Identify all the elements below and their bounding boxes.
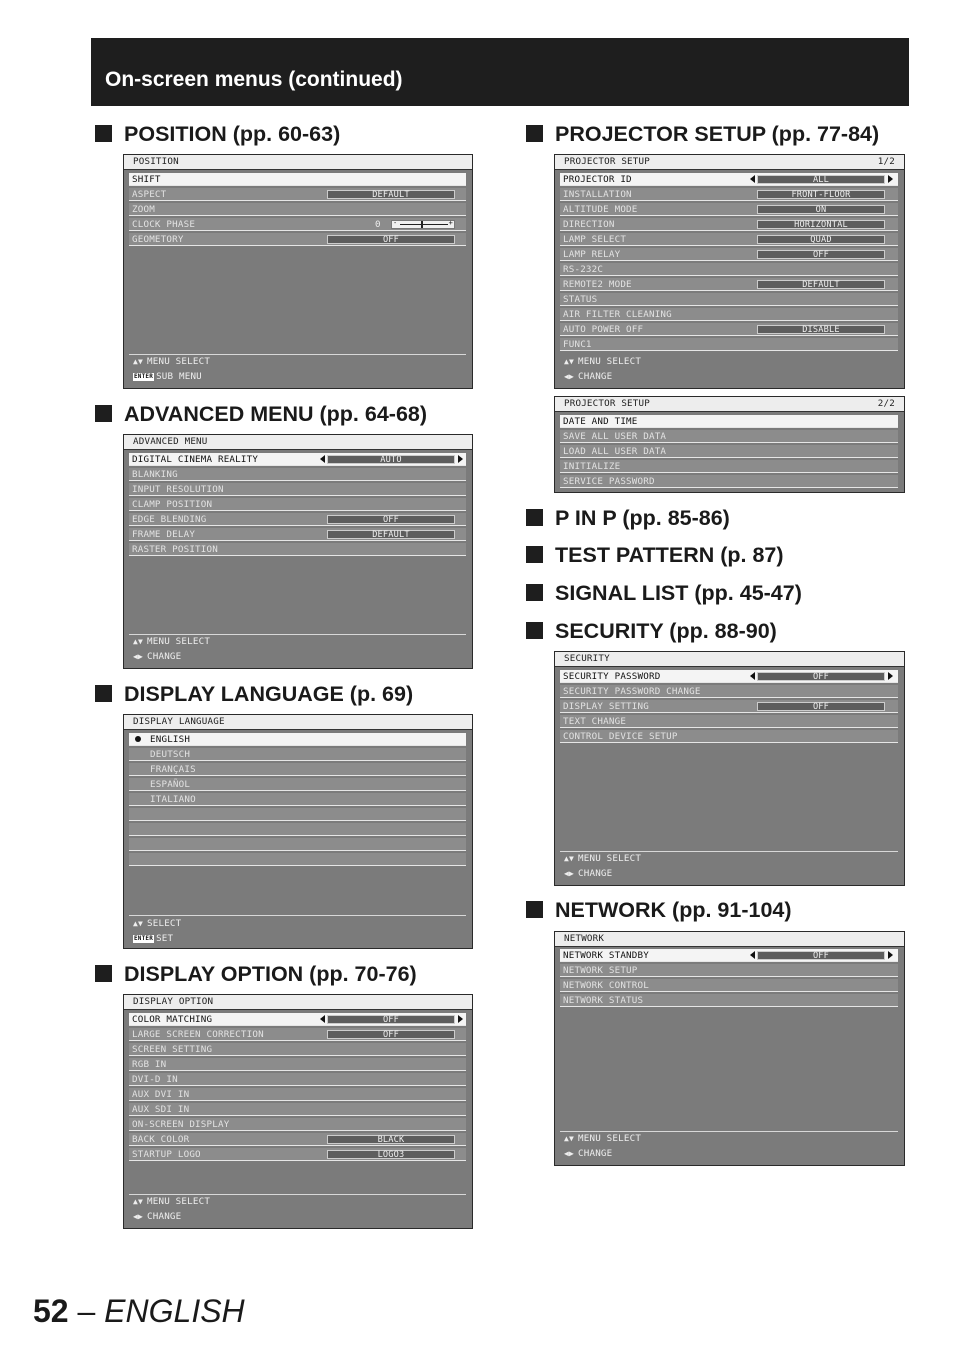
value-box: OFF — [327, 1030, 455, 1039]
value-box: LOGO3 — [327, 1150, 455, 1159]
square-bullet-icon — [95, 685, 112, 702]
menu-row-display-setting[interactable]: DISPLAY SETTING OFF — [560, 700, 898, 713]
page-indicator: 2/2 — [877, 398, 895, 409]
menu-row-lamp-relay[interactable]: LAMP RELAY OFF — [560, 248, 898, 261]
section-heading-position: POSITION (pp. 60-63) — [95, 122, 340, 147]
footer-line: ◀▶ CHANGE — [564, 1148, 613, 1159]
projector-setup-menu-page1 — [554, 154, 905, 389]
menu-row-clock-phase[interactable]: CLOCK PHASE 0 - + — [129, 218, 466, 231]
up-down-arrow-icon: ▲▼ — [133, 357, 144, 366]
menu-title-bar: PROJECTOR SETUP 2/2 — [555, 397, 904, 412]
square-bullet-icon — [95, 965, 112, 982]
menu-footer — [560, 851, 898, 852]
menu-row-status[interactable]: STATUS — [560, 293, 898, 306]
value-box: FRONT-FLOOR — [757, 190, 885, 199]
menu-row-blanking[interactable]: BLANKING — [129, 468, 466, 481]
value-box: DEFAULT — [757, 280, 885, 289]
menu-row-save-all-user-data[interactable]: SAVE ALL USER DATA — [560, 430, 898, 443]
selected-dot-icon — [135, 736, 141, 742]
menu-row-control-device-setup[interactable]: CONTROL DEVICE SETUP — [560, 730, 898, 743]
menu-row-initialize[interactable]: INITIALIZE — [560, 460, 898, 473]
page-indicator: 1/2 — [877, 156, 895, 167]
value-box: AUTO — [327, 455, 455, 464]
value-box: OFF — [327, 515, 455, 524]
advanced-menu — [123, 434, 473, 669]
square-bullet-icon — [526, 584, 543, 601]
menu-row-date-and-time[interactable]: DATE AND TIME — [560, 415, 898, 428]
security-menu — [554, 651, 905, 886]
position-menu — [123, 154, 473, 389]
empty-row — [129, 853, 466, 866]
square-bullet-icon — [95, 405, 112, 422]
menu-row-large-screen-correction[interactable]: LARGE SCREEN CORRECTION OFF — [129, 1028, 466, 1041]
menu-row-aspect[interactable]: ASPECT DEFAULT — [129, 188, 466, 201]
menu-title-bar: SECURITY — [555, 652, 904, 667]
menu-row-security-password-change[interactable]: SECURITY PASSWORD CHANGE — [560, 685, 898, 698]
menu-row-lamp-select[interactable]: LAMP SELECT QUAD — [560, 233, 898, 246]
menu-row-on-screen-display[interactable]: ON-SCREEN DISPLAY — [129, 1118, 466, 1131]
menu-row-edge-blending[interactable]: EDGE BLENDING OFF — [129, 513, 466, 526]
left-arrow-icon[interactable] — [320, 1015, 325, 1023]
left-right-arrow-icon: ◀▶ — [564, 1149, 575, 1158]
menu-row-remote2-mode[interactable]: REMOTE2 MODE DEFAULT — [560, 278, 898, 291]
menu-row-network-status[interactable]: NETWORK STATUS — [560, 994, 898, 1007]
language-option-deutsch[interactable]: DEUTSCH — [129, 748, 466, 761]
menu-row-aux-sdi-in[interactable]: AUX SDI IN — [129, 1103, 466, 1116]
right-arrow-icon[interactable] — [888, 951, 893, 959]
footer-line: ▲▼ MENU SELECT — [133, 356, 211, 367]
left-arrow-icon[interactable] — [320, 455, 325, 463]
page-number: 52 – ENGLISH — [33, 1293, 245, 1329]
display-option-menu — [123, 994, 473, 1229]
footer-line: ◀▶ CHANGE — [133, 1211, 182, 1222]
menu-row-color-matching[interactable]: COLOR MATCHING OFF — [129, 1013, 466, 1026]
menu-row-aux-dvi-in[interactable]: AUX DVI IN — [129, 1088, 466, 1101]
menu-row-zoom[interactable]: ZOOM — [129, 203, 466, 216]
footer-line: ENTER SET — [134, 933, 174, 944]
menu-row-security-password[interactable]: SECURITY PASSWORD OFF — [560, 670, 898, 683]
section-heading-advanced: ADVANCED MENU (pp. 64-68) — [95, 402, 427, 427]
menu-row-frame-delay[interactable]: FRAME DELAY DEFAULT — [129, 528, 466, 541]
left-arrow-icon[interactable] — [750, 672, 755, 680]
section-heading-projector: PROJECTOR SETUP (pp. 77-84) — [526, 122, 879, 147]
footer-line: ◀▶ CHANGE — [133, 651, 182, 662]
menu-footer — [129, 915, 466, 916]
clock-phase-slider[interactable] — [391, 220, 455, 229]
empty-row — [129, 823, 466, 836]
left-right-arrow-icon: ◀▶ — [564, 372, 575, 381]
left-arrow-icon[interactable] — [750, 951, 755, 959]
up-down-arrow-icon: ▲▼ — [564, 357, 575, 366]
footer-line: ENTER SUB MENU — [134, 371, 202, 382]
menu-row-input-resolution[interactable]: INPUT RESOLUTION — [129, 483, 466, 496]
square-bullet-icon — [526, 546, 543, 563]
minus-icon: - — [393, 219, 398, 227]
enter-button-icon: ENTER — [134, 935, 154, 942]
left-arrow-icon[interactable] — [750, 175, 755, 183]
projector-setup-menu-page2 — [554, 396, 905, 493]
menu-row-rs-232c[interactable]: RS-232C — [560, 263, 898, 276]
menu-row-geometory[interactable]: GEOMETORY OFF — [129, 233, 466, 246]
value-box: QUAD — [757, 235, 885, 244]
enter-button-icon: ENTER — [134, 373, 154, 380]
menu-row-network-control[interactable]: NETWORK CONTROL — [560, 979, 898, 992]
right-arrow-icon[interactable] — [888, 672, 893, 680]
value-box: OFF — [327, 235, 455, 244]
footer-line: ▲▼ MENU SELECT — [564, 1133, 642, 1144]
value-box: DISABLE — [757, 325, 885, 334]
menu-row-network-standby[interactable]: NETWORK STANDBY OFF — [560, 949, 898, 962]
square-bullet-icon — [526, 901, 543, 918]
menu-footer — [129, 1194, 466, 1195]
empty-row — [129, 838, 466, 851]
value-box: DEFAULT — [327, 530, 455, 539]
header-bar — [91, 38, 909, 106]
footer-line: ▲▼ MENU SELECT — [564, 356, 642, 367]
footer-line: ▲▼ MENU SELECT — [133, 1196, 211, 1207]
up-down-arrow-icon: ▲▼ — [564, 854, 575, 863]
section-heading-language: DISPLAY LANGUAGE (p. 69) — [95, 682, 413, 707]
menu-row-altitude-mode[interactable]: ALTITUDE MODE ON — [560, 203, 898, 216]
value-box: BLACK — [327, 1135, 455, 1144]
language-option-italiano[interactable]: ITALIANO — [129, 793, 466, 806]
square-bullet-icon — [95, 125, 112, 142]
up-down-arrow-icon: ▲▼ — [133, 1197, 144, 1206]
menu-title-bar: DISPLAY OPTION — [124, 995, 472, 1010]
menu-row-load-all-user-data[interactable]: LOAD ALL USER DATA — [560, 445, 898, 458]
empty-row — [129, 808, 466, 821]
menu-row-startup-logo[interactable]: STARTUP LOGO LOGO3 — [129, 1148, 466, 1161]
menu-footer — [560, 1131, 898, 1132]
right-arrow-icon[interactable] — [458, 1015, 463, 1023]
language-option-english[interactable]: ENGLISH — [129, 733, 466, 746]
menu-row-shift[interactable]: SHIFT — [129, 173, 466, 186]
menu-title-bar: DISPLAY LANGUAGE — [124, 715, 472, 730]
menu-row-dvi-d-in[interactable]: DVI-D IN — [129, 1073, 466, 1086]
section-heading-pinp: P IN P (pp. 85-86) — [526, 506, 730, 531]
menu-footer — [129, 354, 466, 355]
value-box: OFF — [327, 1015, 455, 1024]
section-heading-network: NETWORK (pp. 91-104) — [526, 898, 792, 923]
plus-icon: + — [448, 219, 453, 227]
menu-title-bar: NETWORK — [555, 932, 904, 947]
left-right-arrow-icon: ◀▶ — [564, 869, 575, 878]
menu-row-rgb-in[interactable]: RGB IN — [129, 1058, 466, 1071]
right-arrow-icon[interactable] — [458, 455, 463, 463]
footer-line: ◀▶ CHANGE — [564, 868, 613, 879]
menu-row-air-filter-cleaning[interactable]: AIR FILTER CLEANING — [560, 308, 898, 321]
footer-line: ▲▼ MENU SELECT — [564, 853, 642, 864]
clock-phase-number: 0 — [375, 219, 381, 230]
menu-title-bar: ADVANCED MENU — [124, 435, 472, 450]
menu-row-digital-cinema-reality[interactable]: DIGITAL CINEMA REALITY AUTO — [129, 453, 466, 466]
square-bullet-icon — [526, 125, 543, 142]
value-box: OFF — [757, 702, 885, 711]
menu-row-installation[interactable]: INSTALLATION FRONT-FLOOR — [560, 188, 898, 201]
menu-row-back-color[interactable]: BACK COLOR BLACK — [129, 1133, 466, 1146]
menu-row-func1[interactable]: FUNC1 — [560, 338, 898, 351]
value-box: DEFAULT — [327, 190, 455, 199]
right-arrow-icon[interactable] — [888, 175, 893, 183]
menu-title-bar: POSITION — [124, 155, 472, 170]
menu-row-text-change[interactable]: TEXT CHANGE — [560, 715, 898, 728]
up-down-arrow-icon: ▲▼ — [133, 919, 144, 928]
menu-row-direction[interactable]: DIRECTION HORIZONTAL — [560, 218, 898, 231]
page-header-title: On-screen menus (continued) — [105, 68, 403, 91]
section-heading-security: SECURITY (pp. 88-90) — [526, 619, 777, 644]
footer-line: ◀▶ CHANGE — [564, 371, 613, 382]
language-menu — [123, 714, 473, 949]
menu-title-bar: PROJECTOR SETUP 1/2 — [555, 155, 904, 170]
value-box: OFF — [757, 951, 885, 960]
menu-row-screen-setting[interactable]: SCREEN SETTING — [129, 1043, 466, 1056]
square-bullet-icon — [526, 509, 543, 526]
menu-row-raster-position[interactable]: RASTER POSITION — [129, 543, 466, 556]
left-right-arrow-icon: ◀▶ — [133, 1212, 144, 1221]
left-right-arrow-icon: ◀▶ — [133, 652, 144, 661]
footer-line: ▲▼ SELECT — [133, 918, 182, 929]
square-bullet-icon — [526, 622, 543, 639]
menu-row-projector-id[interactable]: PROJECTOR ID ALL — [560, 173, 898, 186]
language-option-espanol[interactable]: ESPAÑOL — [129, 778, 466, 791]
section-heading-option: DISPLAY OPTION (pp. 70-76) — [95, 962, 417, 987]
menu-row-network-setup[interactable]: NETWORK SETUP — [560, 964, 898, 977]
up-down-arrow-icon: ▲▼ — [564, 1134, 575, 1143]
menu-footer — [129, 634, 466, 635]
network-menu — [554, 931, 905, 1166]
up-down-arrow-icon: ▲▼ — [133, 637, 144, 646]
section-heading-signal-list: SIGNAL LIST (pp. 45-47) — [526, 581, 802, 606]
menu-row-clamp-position[interactable]: CLAMP POSITION — [129, 498, 466, 511]
footer-line: ▲▼ MENU SELECT — [133, 636, 211, 647]
value-box: HORIZONTAL — [757, 220, 885, 229]
menu-row-auto-power-off[interactable]: AUTO POWER OFF DISABLE — [560, 323, 898, 336]
value-box: ON — [757, 205, 885, 214]
menu-row-service-password[interactable]: SERVICE PASSWORD — [560, 475, 898, 488]
value-box: OFF — [757, 672, 885, 681]
language-option-francais[interactable]: FRANÇAIS — [129, 763, 466, 776]
value-box: ALL — [757, 175, 885, 184]
value-box: OFF — [757, 250, 885, 259]
section-heading-test-pattern: TEST PATTERN (p. 87) — [526, 543, 784, 568]
slider-knob[interactable] — [421, 221, 423, 228]
